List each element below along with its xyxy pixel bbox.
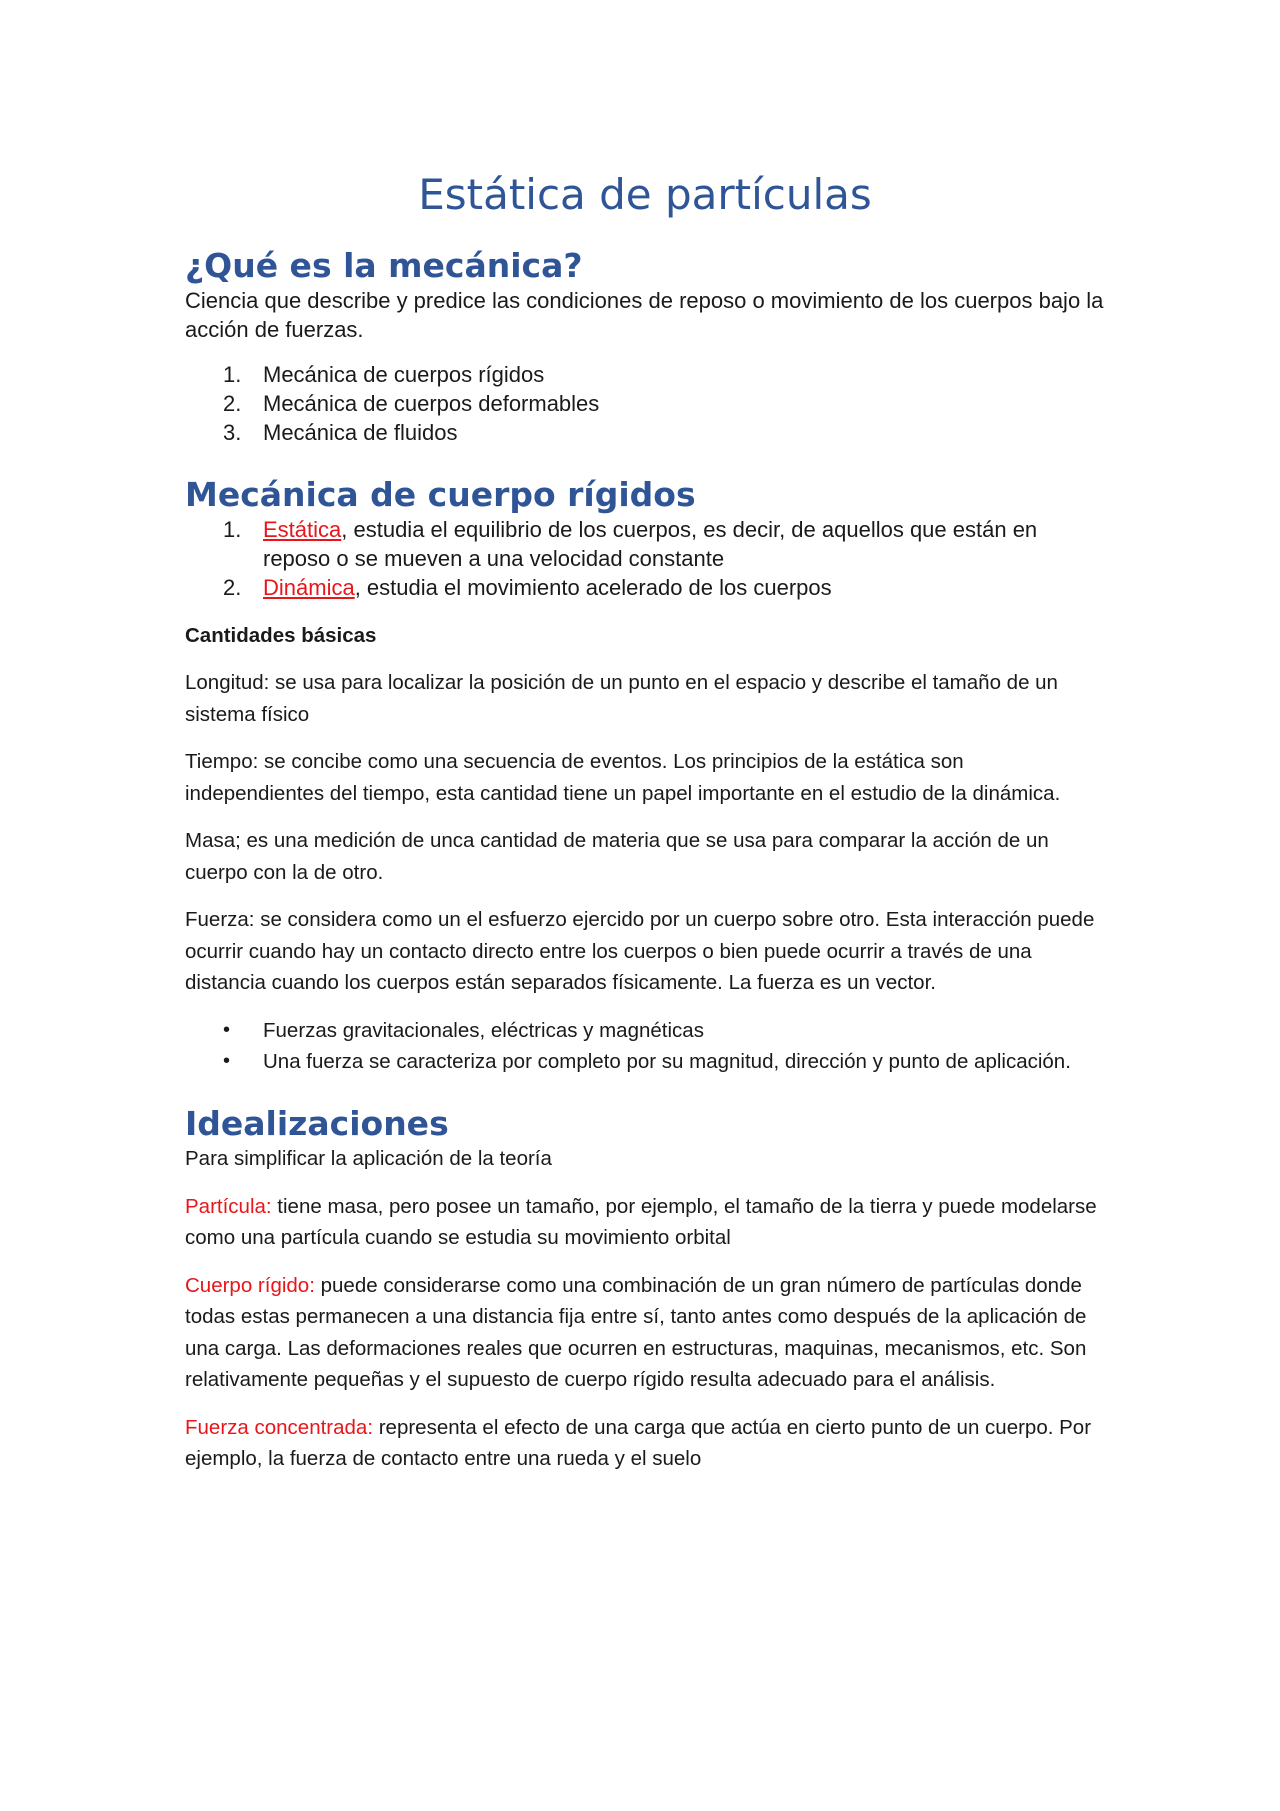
- paragraph-tiempo: Tiempo: se concibe como una secuencia de eventos. Los principios de la estática son independientes del tiempo, esta cantidad tiene un papel importante en el estudio de la dinámica.: [185, 750, 1061, 805]
- list-item: [185, 389, 1105, 418]
- numbered-list: [185, 515, 1105, 602]
- section-heading-mecanica: ¿Qué es la mecánica?: [185, 246, 583, 286]
- section-intro: Ciencia que describe y predice las condiciones de reposo o movimiento de los cuerpos bajo la acción de fuerzas.: [185, 287, 1104, 342]
- document-title: Estática de partículas: [418, 170, 872, 219]
- list-item: [185, 360, 1105, 389]
- paragraph-particula: [185, 1191, 1105, 1254]
- bullet-text: Fuerzas gravitacionales, eléctricas y magnéticas: [263, 1018, 704, 1042]
- list-item-text: , estudia el equilibrio de los cuerpos, es decir, de aquellos que están en reposo o se mueven a una velocidad constante: [263, 516, 1038, 571]
- term-fuerza-concentrada: Fuerza concentrada:: [185, 1415, 374, 1439]
- list-number: 1.: [223, 361, 242, 387]
- list-number: 1.: [223, 516, 242, 542]
- list-item-text: Mecánica de cuerpos deformables: [263, 390, 600, 416]
- bullet-item: [185, 1046, 1105, 1078]
- subheading-cantidades: Cantidades básicas: [185, 623, 377, 647]
- list-number: 2.: [223, 390, 242, 416]
- bullet-icon: •: [223, 1050, 231, 1073]
- bullet-text: Una fuerza se caracteriza por completo por su magnitud, dirección y punto de aplicación.: [263, 1050, 1071, 1074]
- section-intro: Para simplificar la aplicación de la teoría: [185, 1147, 552, 1171]
- list-number: 2.: [223, 574, 242, 600]
- estatica-link[interactable]: Estática: [263, 516, 342, 542]
- bullet-icon: •: [223, 1018, 231, 1041]
- numbered-list: [185, 360, 1105, 447]
- list-item-text: Mecánica de cuerpos rígidos: [263, 361, 545, 387]
- bullet-item: [185, 1015, 1105, 1047]
- section-heading-idealizaciones: Idealizaciones: [185, 1103, 449, 1143]
- paragraph-masa: Masa; es una medición de unca cantidad de materia que se usa para comparar la acción de un cuerpo con la de otro.: [185, 829, 1049, 884]
- section-heading-cuerpo-rigidos: Mecánica de cuerpo rígidos: [185, 474, 696, 514]
- paragraph-cuerpo-rigido: [185, 1270, 1105, 1396]
- term-particula: Partícula:: [185, 1194, 272, 1218]
- list-item: [185, 573, 1105, 602]
- definition-text: tiene masa, pero posee un tamaño, por ejemplo, el tamaño de la tierra y puede modelarse como una partícula cuando se estudia su movimiento orbital: [185, 1194, 1097, 1250]
- paragraph-fuerza: Fuerza: se considera como un el esfuerzo ejercido por un cuerpo sobre otro. Esta interacción puede ocurrir cuando hay un contacto directo entre los cuerpos o bien puede ocurrir a través de una distancia cuando los cuerpos están separados físicamente. La fuerza es un vector.: [185, 908, 1095, 995]
- list-item-text: Mecánica de fluidos: [263, 419, 458, 445]
- list-item-text: , estudia el movimiento acelerado de los cuerpos: [354, 574, 832, 600]
- paragraph-longitud: Longitud: se usa para localizar la posición de un punto en el espacio y describe el tamaño de un sistema físico: [185, 671, 1058, 726]
- list-number: 3.: [223, 419, 242, 445]
- document-page: [185, 170, 1105, 1475]
- paragraph-fuerza-concentrada: [185, 1412, 1105, 1475]
- bullet-list: [185, 1015, 1105, 1078]
- list-item: [185, 418, 1105, 447]
- definition-text: puede considerarse como una combinación de un gran número de partículas donde todas estas permanecen a una distancia fija entre sí, tanto antes como después de la aplicación de una carga. Las deformaciones reales que ocurren en estructuras, maquinas, mecanismos, etc. Son relativamente pequeñas y el supuesto de cuerpo rígido resulta adecuado para el análisis.: [185, 1273, 1087, 1392]
- definition-text: representa el efecto de una carga que actúa en cierto punto de un cuerpo. Por ejemplo, la fuerza de contacto entre una rueda y el suelo: [185, 1415, 1092, 1471]
- term-cuerpo-rigido: Cuerpo rígido:: [185, 1273, 315, 1297]
- list-item: [185, 515, 1105, 573]
- dinamica-link[interactable]: Dinámica: [263, 574, 355, 600]
